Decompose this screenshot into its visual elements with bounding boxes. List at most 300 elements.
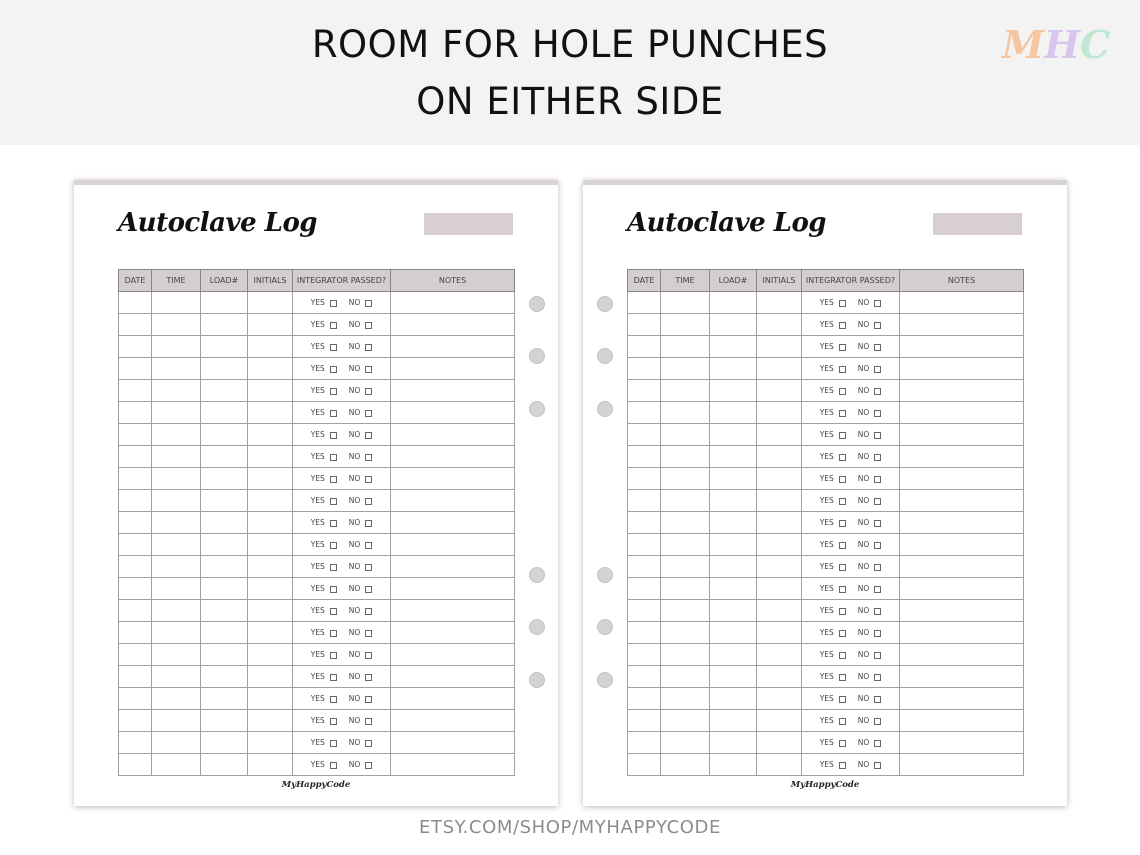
date-cell[interactable]	[119, 710, 152, 732]
initials-cell[interactable]	[757, 380, 802, 402]
initials-cell[interactable]	[757, 512, 802, 534]
no-checkbox[interactable]	[365, 564, 372, 571]
integrator-passed-cell[interactable]	[293, 754, 391, 776]
date-cell[interactable]	[628, 314, 661, 336]
no-checkbox[interactable]	[365, 762, 372, 769]
load-cell[interactable]	[710, 292, 757, 314]
notes-cell[interactable]	[900, 600, 1024, 622]
initials-cell[interactable]	[248, 468, 293, 490]
time-cell[interactable]	[661, 710, 710, 732]
initials-cell[interactable]	[757, 292, 802, 314]
time-cell[interactable]	[661, 666, 710, 688]
integrator-passed-cell[interactable]	[293, 314, 391, 336]
integrator-passed-cell[interactable]	[293, 644, 391, 666]
yes-checkbox[interactable]	[330, 630, 337, 637]
no-checkbox[interactable]	[365, 476, 372, 483]
initials-cell[interactable]	[248, 600, 293, 622]
notes-cell[interactable]	[391, 402, 515, 424]
yes-checkbox[interactable]	[330, 366, 337, 373]
integrator-passed-cell[interactable]	[293, 446, 391, 468]
date-cell[interactable]	[119, 600, 152, 622]
initials-cell[interactable]	[757, 468, 802, 490]
time-cell[interactable]	[661, 380, 710, 402]
time-cell[interactable]	[661, 424, 710, 446]
date-cell[interactable]	[628, 534, 661, 556]
notes-cell[interactable]	[900, 710, 1024, 732]
yes-checkbox[interactable]	[839, 542, 846, 549]
notes-cell[interactable]	[391, 358, 515, 380]
time-cell[interactable]	[661, 446, 710, 468]
initials-cell[interactable]	[757, 644, 802, 666]
notes-cell[interactable]	[391, 468, 515, 490]
time-cell[interactable]	[152, 578, 201, 600]
integrator-passed-cell[interactable]	[293, 292, 391, 314]
initials-cell[interactable]	[248, 578, 293, 600]
initials-cell[interactable]	[248, 402, 293, 424]
date-cell[interactable]	[628, 710, 661, 732]
notes-cell[interactable]	[900, 314, 1024, 336]
load-cell[interactable]	[710, 380, 757, 402]
yes-checkbox[interactable]	[839, 564, 846, 571]
notes-cell[interactable]	[391, 622, 515, 644]
date-cell[interactable]	[119, 578, 152, 600]
load-cell[interactable]	[201, 402, 248, 424]
no-checkbox[interactable]	[874, 762, 881, 769]
date-cell[interactable]	[119, 512, 152, 534]
initials-cell[interactable]	[248, 358, 293, 380]
time-cell[interactable]	[152, 732, 201, 754]
integrator-passed-cell[interactable]	[802, 336, 900, 358]
notes-cell[interactable]	[900, 534, 1024, 556]
time-cell[interactable]	[152, 666, 201, 688]
date-cell[interactable]	[119, 622, 152, 644]
date-cell[interactable]	[119, 424, 152, 446]
no-checkbox[interactable]	[365, 344, 372, 351]
no-checkbox[interactable]	[365, 586, 372, 593]
time-cell[interactable]	[661, 644, 710, 666]
date-cell[interactable]	[119, 754, 152, 776]
initials-cell[interactable]	[248, 666, 293, 688]
load-cell[interactable]	[710, 754, 757, 776]
date-cell[interactable]	[119, 314, 152, 336]
no-checkbox[interactable]	[365, 322, 372, 329]
integrator-passed-cell[interactable]	[802, 424, 900, 446]
time-cell[interactable]	[152, 468, 201, 490]
initials-cell[interactable]	[248, 754, 293, 776]
yes-checkbox[interactable]	[330, 300, 337, 307]
initials-cell[interactable]	[248, 380, 293, 402]
notes-cell[interactable]	[900, 490, 1024, 512]
time-cell[interactable]	[152, 622, 201, 644]
time-cell[interactable]	[152, 600, 201, 622]
load-cell[interactable]	[201, 622, 248, 644]
notes-cell[interactable]	[391, 292, 515, 314]
date-cell[interactable]	[628, 358, 661, 380]
no-checkbox[interactable]	[874, 366, 881, 373]
no-checkbox[interactable]	[874, 630, 881, 637]
yes-checkbox[interactable]	[330, 740, 337, 747]
initials-cell[interactable]	[248, 556, 293, 578]
yes-checkbox[interactable]	[330, 696, 337, 703]
initials-cell[interactable]	[757, 314, 802, 336]
date-cell[interactable]	[628, 688, 661, 710]
no-checkbox[interactable]	[365, 432, 372, 439]
date-cell[interactable]	[628, 424, 661, 446]
notes-cell[interactable]	[391, 556, 515, 578]
load-cell[interactable]	[201, 688, 248, 710]
time-cell[interactable]	[152, 358, 201, 380]
date-cell[interactable]	[628, 402, 661, 424]
time-cell[interactable]	[152, 336, 201, 358]
time-cell[interactable]	[661, 754, 710, 776]
integrator-passed-cell[interactable]	[293, 622, 391, 644]
notes-cell[interactable]	[900, 358, 1024, 380]
notes-cell[interactable]	[900, 556, 1024, 578]
load-cell[interactable]	[201, 710, 248, 732]
yes-checkbox[interactable]	[330, 476, 337, 483]
integrator-passed-cell[interactable]	[802, 314, 900, 336]
initials-cell[interactable]	[757, 556, 802, 578]
initials-cell[interactable]	[757, 666, 802, 688]
integrator-passed-cell[interactable]	[293, 556, 391, 578]
date-cell[interactable]	[119, 292, 152, 314]
load-cell[interactable]	[201, 424, 248, 446]
integrator-passed-cell[interactable]	[802, 754, 900, 776]
initials-cell[interactable]	[757, 534, 802, 556]
time-cell[interactable]	[152, 424, 201, 446]
notes-cell[interactable]	[391, 446, 515, 468]
notes-cell[interactable]	[391, 754, 515, 776]
yes-checkbox[interactable]	[330, 498, 337, 505]
date-cell[interactable]	[628, 600, 661, 622]
date-cell[interactable]	[628, 622, 661, 644]
no-checkbox[interactable]	[874, 674, 881, 681]
date-cell[interactable]	[119, 358, 152, 380]
date-cell[interactable]	[119, 556, 152, 578]
yes-checkbox[interactable]	[839, 652, 846, 659]
no-checkbox[interactable]	[365, 454, 372, 461]
date-cell[interactable]	[628, 446, 661, 468]
yes-checkbox[interactable]	[330, 432, 337, 439]
integrator-passed-cell[interactable]	[293, 490, 391, 512]
integrator-passed-cell[interactable]	[293, 578, 391, 600]
time-cell[interactable]	[152, 556, 201, 578]
date-cell[interactable]	[119, 380, 152, 402]
no-checkbox[interactable]	[874, 740, 881, 747]
notes-cell[interactable]	[900, 468, 1024, 490]
notes-cell[interactable]	[391, 424, 515, 446]
time-cell[interactable]	[152, 710, 201, 732]
time-cell[interactable]	[661, 358, 710, 380]
initials-cell[interactable]	[248, 446, 293, 468]
notes-cell[interactable]	[900, 622, 1024, 644]
load-cell[interactable]	[710, 424, 757, 446]
integrator-passed-cell[interactable]	[802, 644, 900, 666]
load-cell[interactable]	[201, 600, 248, 622]
time-cell[interactable]	[152, 688, 201, 710]
notes-cell[interactable]	[391, 732, 515, 754]
initials-cell[interactable]	[757, 688, 802, 710]
time-cell[interactable]	[661, 512, 710, 534]
load-cell[interactable]	[710, 644, 757, 666]
notes-cell[interactable]	[391, 710, 515, 732]
notes-cell[interactable]	[391, 490, 515, 512]
integrator-passed-cell[interactable]	[293, 732, 391, 754]
no-checkbox[interactable]	[365, 630, 372, 637]
load-cell[interactable]	[201, 732, 248, 754]
date-cell[interactable]	[628, 666, 661, 688]
yes-checkbox[interactable]	[330, 542, 337, 549]
load-cell[interactable]	[710, 446, 757, 468]
no-checkbox[interactable]	[365, 542, 372, 549]
notes-cell[interactable]	[900, 446, 1024, 468]
no-checkbox[interactable]	[874, 410, 881, 417]
shop-url[interactable]: ETSY.COM/SHOP/MYHAPPYCODE	[419, 817, 721, 838]
date-cell[interactable]	[628, 644, 661, 666]
load-cell[interactable]	[201, 666, 248, 688]
load-cell[interactable]	[710, 336, 757, 358]
date-cell[interactable]	[628, 556, 661, 578]
time-cell[interactable]	[661, 578, 710, 600]
time-cell[interactable]	[152, 490, 201, 512]
integrator-passed-cell[interactable]	[293, 424, 391, 446]
time-cell[interactable]	[661, 534, 710, 556]
load-cell[interactable]	[710, 490, 757, 512]
no-checkbox[interactable]	[874, 608, 881, 615]
notes-cell[interactable]	[900, 578, 1024, 600]
no-checkbox[interactable]	[874, 322, 881, 329]
integrator-passed-cell[interactable]	[802, 358, 900, 380]
no-checkbox[interactable]	[365, 696, 372, 703]
date-cell[interactable]	[119, 490, 152, 512]
no-checkbox[interactable]	[874, 344, 881, 351]
yes-checkbox[interactable]	[330, 608, 337, 615]
integrator-passed-cell[interactable]	[802, 578, 900, 600]
time-cell[interactable]	[152, 644, 201, 666]
initials-cell[interactable]	[757, 446, 802, 468]
notes-cell[interactable]	[900, 732, 1024, 754]
time-cell[interactable]	[661, 732, 710, 754]
time-cell[interactable]	[661, 556, 710, 578]
time-cell[interactable]	[661, 688, 710, 710]
date-cell[interactable]	[119, 688, 152, 710]
notes-cell[interactable]	[900, 336, 1024, 358]
time-cell[interactable]	[152, 446, 201, 468]
date-cell[interactable]	[119, 732, 152, 754]
no-checkbox[interactable]	[874, 520, 881, 527]
initials-cell[interactable]	[248, 512, 293, 534]
initials-cell[interactable]	[248, 688, 293, 710]
initials-cell[interactable]	[248, 490, 293, 512]
yes-checkbox[interactable]	[839, 344, 846, 351]
time-cell[interactable]	[661, 402, 710, 424]
date-cell[interactable]	[628, 732, 661, 754]
yes-checkbox[interactable]	[839, 300, 846, 307]
date-cell[interactable]	[119, 644, 152, 666]
load-cell[interactable]	[201, 336, 248, 358]
no-checkbox[interactable]	[874, 476, 881, 483]
load-cell[interactable]	[201, 490, 248, 512]
yes-checkbox[interactable]	[839, 432, 846, 439]
date-cell[interactable]	[628, 468, 661, 490]
yes-checkbox[interactable]	[330, 520, 337, 527]
load-cell[interactable]	[710, 688, 757, 710]
integrator-passed-cell[interactable]	[802, 666, 900, 688]
integrator-passed-cell[interactable]	[802, 512, 900, 534]
integrator-passed-cell[interactable]	[293, 402, 391, 424]
date-cell[interactable]	[628, 754, 661, 776]
yes-checkbox[interactable]	[839, 366, 846, 373]
time-cell[interactable]	[661, 622, 710, 644]
no-checkbox[interactable]	[365, 740, 372, 747]
no-checkbox[interactable]	[365, 300, 372, 307]
load-cell[interactable]	[201, 556, 248, 578]
time-cell[interactable]	[152, 534, 201, 556]
integrator-passed-cell[interactable]	[802, 490, 900, 512]
no-checkbox[interactable]	[874, 432, 881, 439]
date-cell[interactable]	[119, 402, 152, 424]
yes-checkbox[interactable]	[839, 498, 846, 505]
yes-checkbox[interactable]	[330, 652, 337, 659]
load-cell[interactable]	[710, 732, 757, 754]
notes-cell[interactable]	[391, 600, 515, 622]
time-cell[interactable]	[661, 314, 710, 336]
load-cell[interactable]	[710, 622, 757, 644]
integrator-passed-cell[interactable]	[802, 622, 900, 644]
yes-checkbox[interactable]	[839, 520, 846, 527]
time-cell[interactable]	[661, 292, 710, 314]
notes-cell[interactable]	[900, 512, 1024, 534]
load-cell[interactable]	[710, 556, 757, 578]
load-cell[interactable]	[201, 292, 248, 314]
yes-checkbox[interactable]	[839, 476, 846, 483]
time-cell[interactable]	[152, 292, 201, 314]
initials-cell[interactable]	[248, 424, 293, 446]
time-cell[interactable]	[152, 402, 201, 424]
yes-checkbox[interactable]	[330, 344, 337, 351]
initials-cell[interactable]	[757, 600, 802, 622]
initials-cell[interactable]	[757, 622, 802, 644]
load-cell[interactable]	[201, 754, 248, 776]
integrator-passed-cell[interactable]	[802, 556, 900, 578]
integrator-passed-cell[interactable]	[802, 402, 900, 424]
notes-cell[interactable]	[391, 380, 515, 402]
yes-checkbox[interactable]	[839, 674, 846, 681]
load-cell[interactable]	[201, 446, 248, 468]
notes-cell[interactable]	[900, 666, 1024, 688]
notes-cell[interactable]	[391, 666, 515, 688]
integrator-passed-cell[interactable]	[293, 688, 391, 710]
notes-cell[interactable]	[900, 644, 1024, 666]
notes-cell[interactable]	[391, 512, 515, 534]
yes-checkbox[interactable]	[839, 740, 846, 747]
date-cell[interactable]	[119, 468, 152, 490]
integrator-passed-cell[interactable]	[293, 534, 391, 556]
no-checkbox[interactable]	[874, 564, 881, 571]
load-cell[interactable]	[710, 710, 757, 732]
initials-cell[interactable]	[757, 754, 802, 776]
initials-cell[interactable]	[757, 578, 802, 600]
notes-cell[interactable]	[391, 644, 515, 666]
yes-checkbox[interactable]	[839, 322, 846, 329]
date-cell[interactable]	[628, 578, 661, 600]
yes-checkbox[interactable]	[839, 696, 846, 703]
load-cell[interactable]	[710, 512, 757, 534]
notes-cell[interactable]	[391, 314, 515, 336]
no-checkbox[interactable]	[874, 498, 881, 505]
integrator-passed-cell[interactable]	[293, 468, 391, 490]
yes-checkbox[interactable]	[839, 608, 846, 615]
notes-cell[interactable]	[900, 688, 1024, 710]
load-cell[interactable]	[710, 402, 757, 424]
yes-checkbox[interactable]	[839, 388, 846, 395]
date-cell[interactable]	[628, 336, 661, 358]
initials-cell[interactable]	[757, 424, 802, 446]
initials-cell[interactable]	[248, 644, 293, 666]
load-cell[interactable]	[201, 358, 248, 380]
initials-cell[interactable]	[248, 314, 293, 336]
no-checkbox[interactable]	[365, 608, 372, 615]
load-cell[interactable]	[201, 534, 248, 556]
no-checkbox[interactable]	[365, 674, 372, 681]
no-checkbox[interactable]	[874, 718, 881, 725]
date-cell[interactable]	[119, 666, 152, 688]
integrator-passed-cell[interactable]	[802, 380, 900, 402]
no-checkbox[interactable]	[874, 300, 881, 307]
integrator-passed-cell[interactable]	[293, 380, 391, 402]
time-cell[interactable]	[661, 490, 710, 512]
load-cell[interactable]	[710, 578, 757, 600]
integrator-passed-cell[interactable]	[802, 534, 900, 556]
integrator-passed-cell[interactable]	[293, 336, 391, 358]
notes-cell[interactable]	[900, 754, 1024, 776]
no-checkbox[interactable]	[874, 696, 881, 703]
time-cell[interactable]	[152, 380, 201, 402]
yes-checkbox[interactable]	[330, 410, 337, 417]
load-cell[interactable]	[710, 314, 757, 336]
no-checkbox[interactable]	[365, 652, 372, 659]
yes-checkbox[interactable]	[330, 674, 337, 681]
load-cell[interactable]	[710, 534, 757, 556]
no-checkbox[interactable]	[365, 498, 372, 505]
date-cell[interactable]	[628, 292, 661, 314]
integrator-passed-cell[interactable]	[802, 446, 900, 468]
integrator-passed-cell[interactable]	[802, 292, 900, 314]
time-cell[interactable]	[661, 468, 710, 490]
load-cell[interactable]	[201, 644, 248, 666]
load-cell[interactable]	[201, 314, 248, 336]
load-cell[interactable]	[201, 578, 248, 600]
initials-cell[interactable]	[248, 622, 293, 644]
yes-checkbox[interactable]	[330, 564, 337, 571]
no-checkbox[interactable]	[365, 388, 372, 395]
date-cell[interactable]	[119, 534, 152, 556]
yes-checkbox[interactable]	[330, 718, 337, 725]
date-cell[interactable]	[628, 380, 661, 402]
no-checkbox[interactable]	[365, 366, 372, 373]
time-cell[interactable]	[152, 314, 201, 336]
load-cell[interactable]	[201, 468, 248, 490]
integrator-passed-cell[interactable]	[293, 358, 391, 380]
load-cell[interactable]	[710, 666, 757, 688]
no-checkbox[interactable]	[874, 652, 881, 659]
load-cell[interactable]	[710, 358, 757, 380]
notes-cell[interactable]	[391, 534, 515, 556]
initials-cell[interactable]	[248, 292, 293, 314]
notes-cell[interactable]	[900, 380, 1024, 402]
yes-checkbox[interactable]	[330, 586, 337, 593]
load-cell[interactable]	[201, 512, 248, 534]
